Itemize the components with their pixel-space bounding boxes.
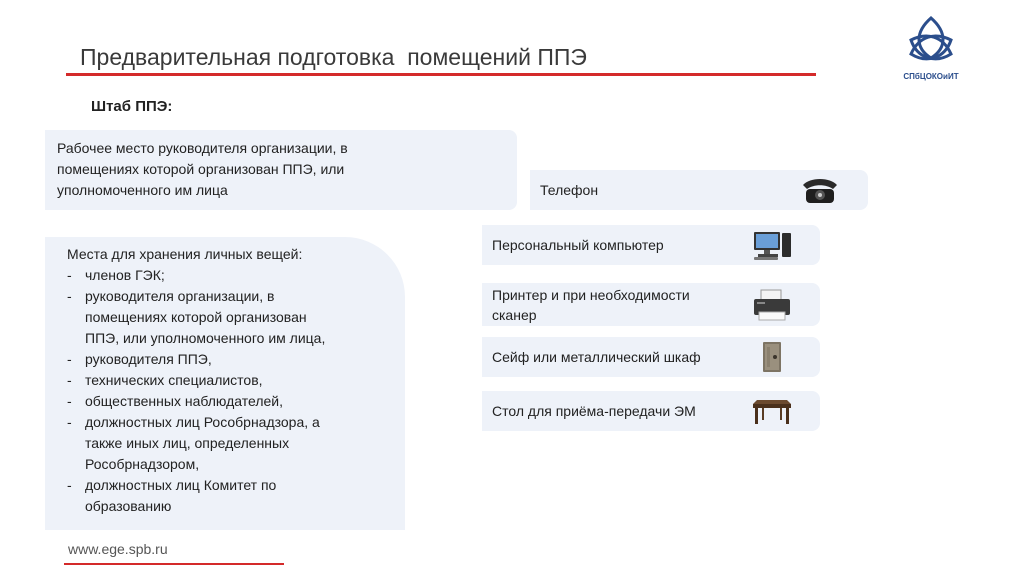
equipment-label-line: Стол для приёма-передачи ЭМ <box>492 403 696 419</box>
manager-text-line: Рабочее место руководителя организации, в <box>57 140 348 156</box>
list-item <box>67 265 395 286</box>
footer-underline <box>64 563 284 565</box>
storage-list <box>67 265 395 517</box>
title-underline <box>66 73 816 76</box>
equipment-computer <box>482 225 820 265</box>
manager-text-line: уполномоченного им лица <box>57 182 228 198</box>
trefoil-logo-icon <box>905 14 957 66</box>
list-item <box>67 286 395 349</box>
table-icon <box>750 394 794 428</box>
equipment-label-line: Сейф или металлический шкаф <box>492 349 701 365</box>
printer-icon <box>750 288 794 322</box>
list-item <box>67 370 395 391</box>
list-item-line: - должностных лиц Рособрнадзора, а <box>85 414 320 430</box>
list-item-line: - руководителя организации, в <box>85 288 275 304</box>
manager-text-line: помещениях которой организован ППЭ, или <box>57 161 345 177</box>
logo-caption: СПбЦОКОиИТ <box>903 72 959 81</box>
equipment-safe <box>482 337 820 377</box>
equipment-label-line: Принтер и при необходимости <box>492 286 690 303</box>
list-item-line: помещениях которой организован <box>85 309 307 325</box>
storage-intro: Места для хранения личных вещей: <box>67 246 303 262</box>
equipment-printer <box>482 283 820 326</box>
list-item-line: - технических специалистов, <box>85 372 263 388</box>
list-item <box>67 391 395 412</box>
telephone-icon <box>798 173 842 207</box>
equipment-label <box>492 285 750 325</box>
list-item-line: Рособрнадзором, <box>85 456 200 472</box>
equipment-telephone <box>530 170 868 210</box>
equipment-label <box>540 180 798 200</box>
list-item-line: образованию <box>85 498 172 514</box>
equipment-label-line: Телефон <box>540 182 599 198</box>
equipment-label <box>492 235 750 255</box>
list-item <box>67 349 395 370</box>
list-item-line: - общественных наблюдателей, <box>85 393 284 409</box>
list-item-line: ППЭ, или уполномоченного им лица, <box>85 330 326 346</box>
equipment-label-line: Персональный компьютер <box>492 237 664 253</box>
section-heading: Штаб ППЭ: <box>91 98 173 115</box>
equipment-label-line: сканер <box>492 306 537 323</box>
list-item <box>67 475 395 517</box>
list-item-line: - руководителя ППЭ, <box>85 351 212 367</box>
list-item-line: также иных лиц, определенных <box>85 435 290 451</box>
slide-title: Предварительная подготовка помещений ППЭ <box>80 44 587 70</box>
equipment-label <box>492 347 750 367</box>
computer-icon <box>750 228 794 262</box>
list-item <box>67 412 395 475</box>
equipment-label <box>492 401 750 421</box>
safe-icon <box>750 340 794 374</box>
personal-storage-box <box>45 237 405 530</box>
list-item-line: - должностных лиц Комитет по <box>85 477 277 493</box>
organization-logo <box>895 14 967 84</box>
footer-url: www.ege.spb.ru <box>68 541 168 557</box>
list-item-line: - членов ГЭК; <box>85 267 165 283</box>
equipment-table <box>482 391 820 431</box>
manager-workplace-box <box>45 130 517 210</box>
